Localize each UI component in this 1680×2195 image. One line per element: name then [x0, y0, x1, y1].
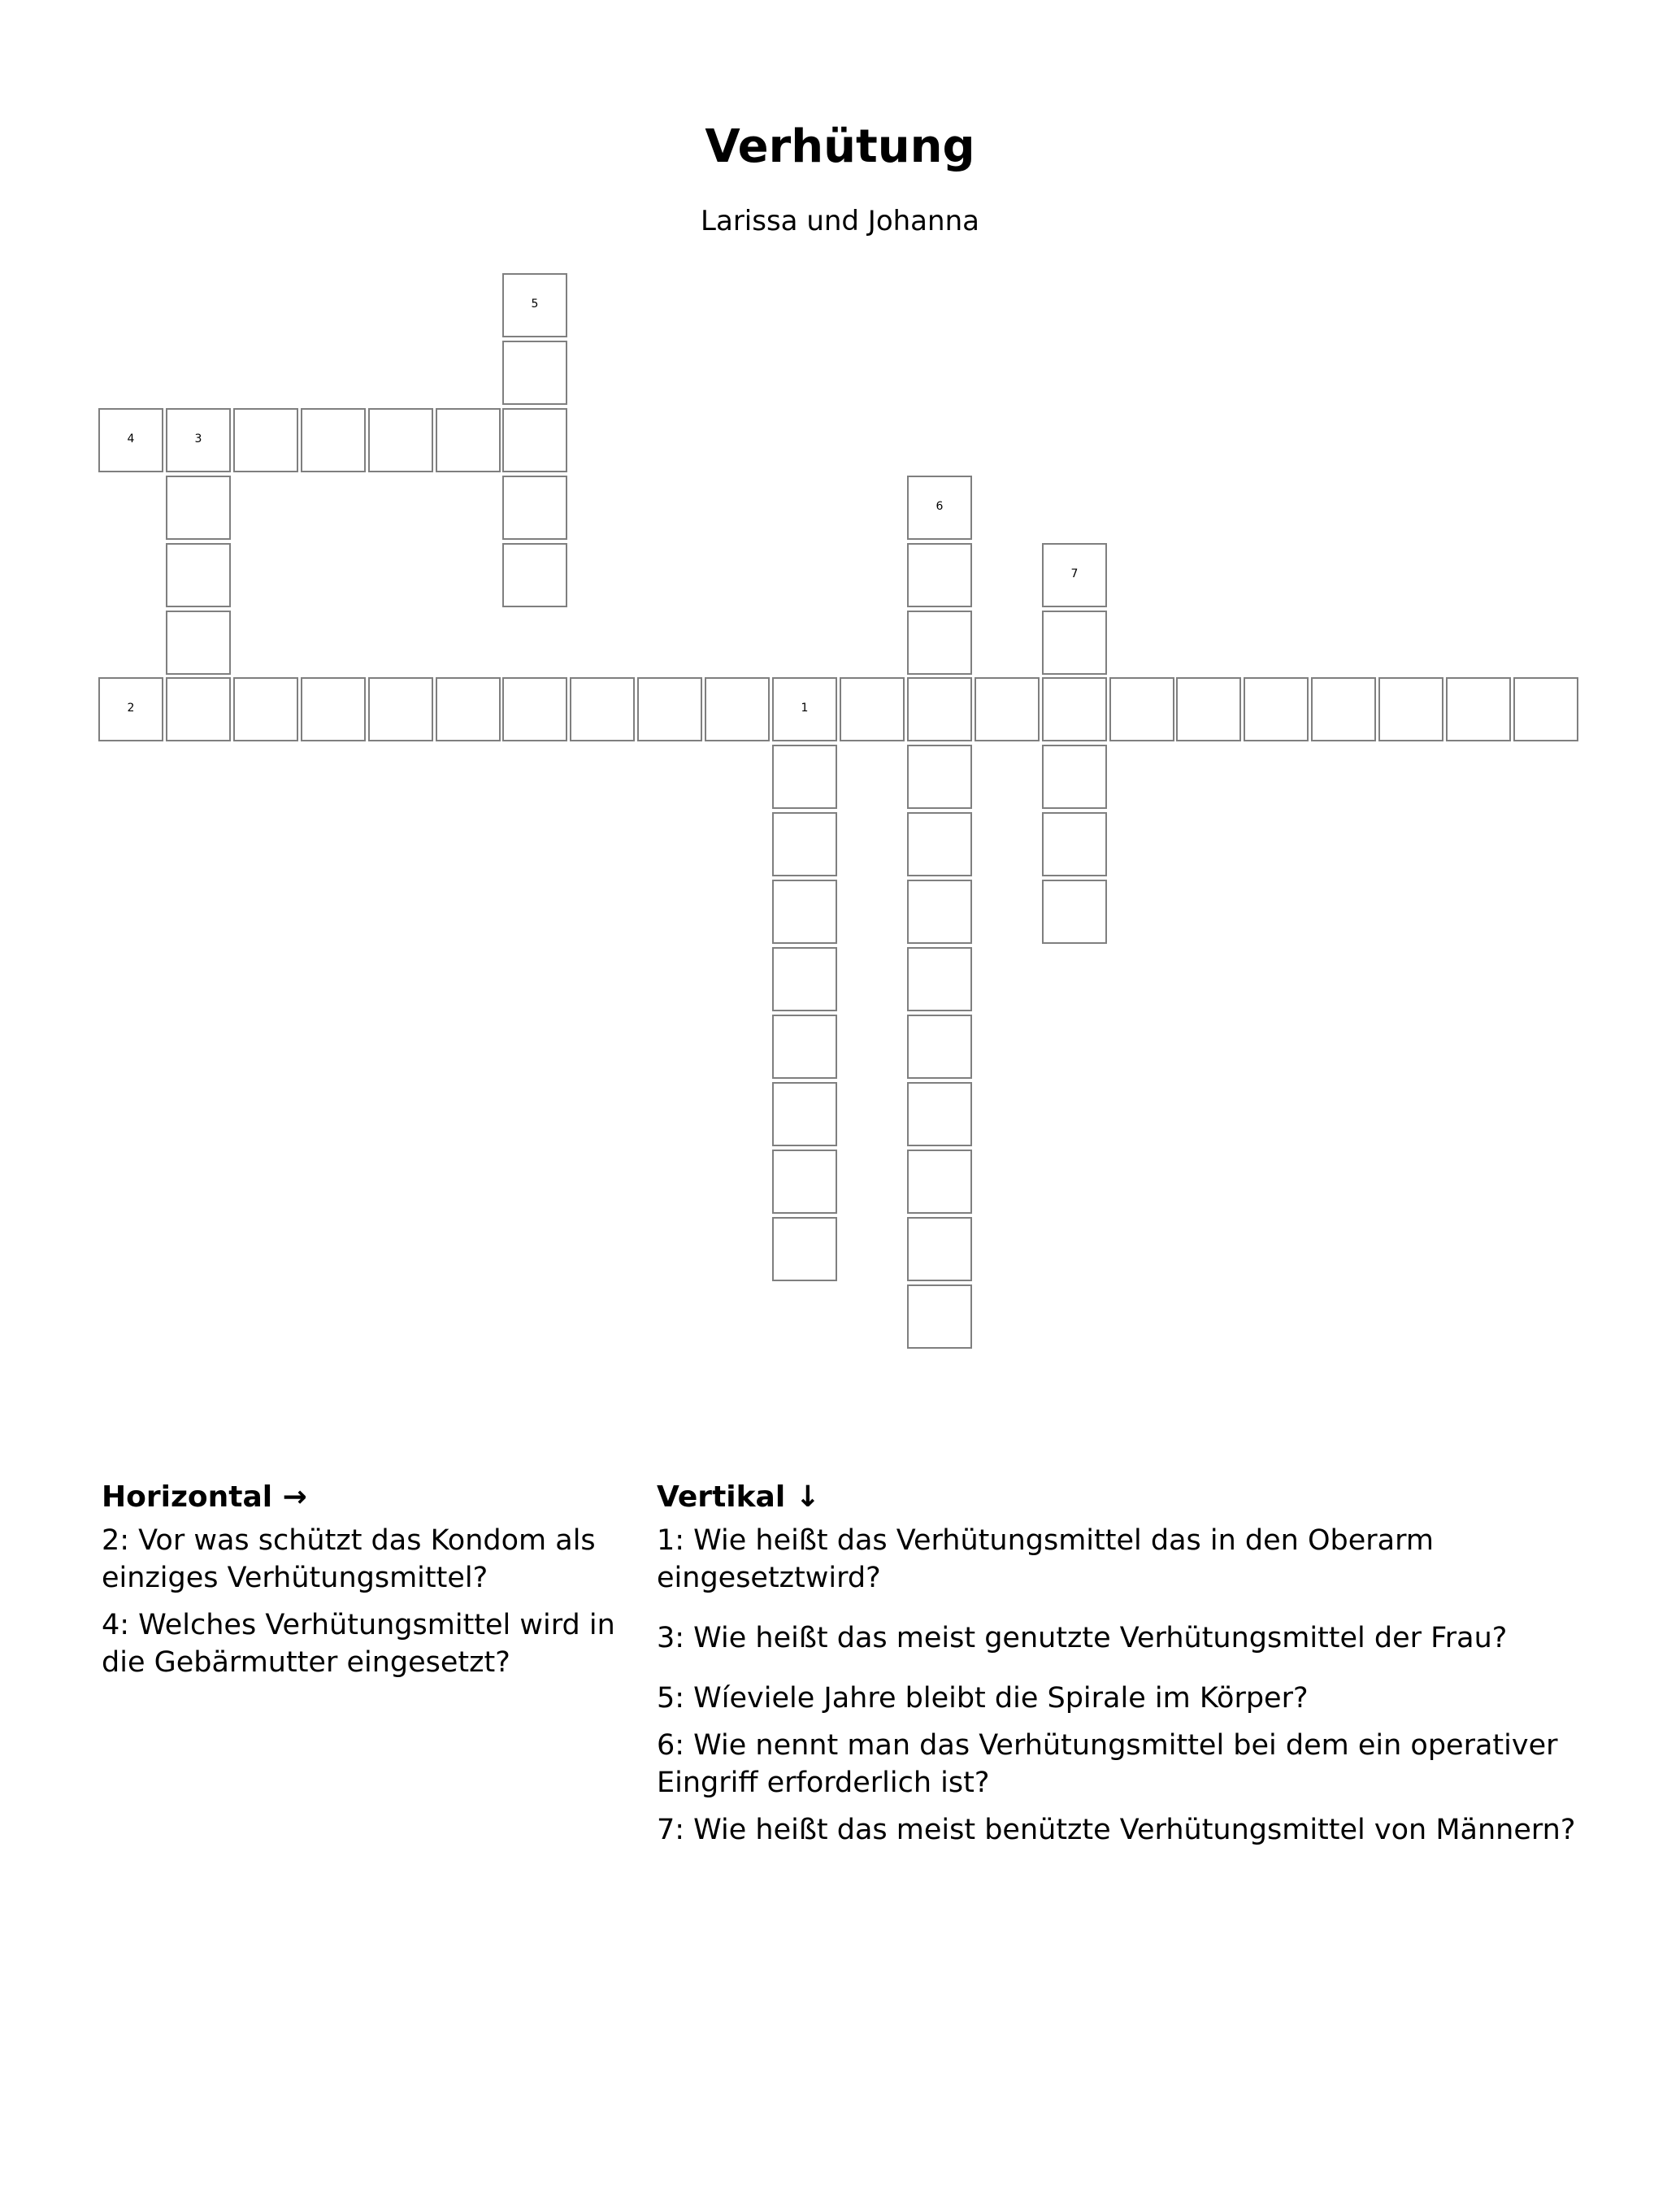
crossword-cell[interactable] — [907, 1217, 972, 1281]
crossword-cell[interactable] — [1513, 677, 1578, 741]
vertical-heading: Vertikal ↓ — [657, 1480, 820, 1514]
crossword-cell[interactable] — [1042, 677, 1107, 741]
page-title: Verhütung — [705, 120, 975, 173]
crossword-cell[interactable] — [1042, 812, 1107, 876]
crossword-cell[interactable] — [436, 408, 501, 472]
crossword-cell[interactable] — [840, 677, 905, 741]
crossword-cell[interactable] — [166, 543, 231, 607]
vertical-clues — [657, 1478, 1591, 1849]
crossword-cell[interactable] — [166, 677, 231, 741]
crossword-cell[interactable] — [98, 677, 163, 741]
horizontal-heading: Horizontal → — [102, 1480, 307, 1514]
crossword-cell[interactable] — [705, 677, 770, 741]
crossword-cell[interactable] — [98, 408, 163, 472]
clue-horizontal-4: 4: Welches Verhütungsmittel wird in die Gebärmutter eingesetzt? — [102, 1609, 615, 1679]
clue-vertical-7: 7: Wie heißt das meist benützte Verhütungsmittel von Männern? — [657, 1814, 1576, 1846]
clue-horizontal-2: 2: Vor was schützt das Kondom als einziges Verhütungsmittel? — [102, 1524, 596, 1594]
crossword-cell[interactable] — [1042, 611, 1107, 675]
crossword-cell[interactable] — [772, 1217, 837, 1281]
crossword-cell[interactable] — [907, 812, 972, 876]
crossword-cell[interactable] — [1042, 880, 1107, 944]
clue-vertical-3: 3: Wie heißt das meist genutzte Verhütungsmittel der Frau? — [657, 1622, 1508, 1654]
clue-number: 1 — [801, 702, 809, 715]
crossword-cell[interactable] — [1042, 745, 1107, 809]
crossword-cell[interactable] — [233, 408, 298, 472]
crossword-cell[interactable] — [1109, 677, 1174, 741]
crossword-cell[interactable] — [772, 745, 837, 809]
horizontal-clues — [102, 1478, 622, 1681]
crossword-cell[interactable] — [637, 677, 702, 741]
crossword-cell[interactable] — [502, 543, 567, 607]
crossword-cell[interactable] — [1042, 543, 1107, 607]
crossword-cell[interactable] — [907, 880, 972, 944]
crossword-cell[interactable] — [907, 677, 972, 741]
crossword-cell[interactable] — [166, 611, 231, 675]
crossword-cell[interactable] — [1378, 677, 1443, 741]
crossword-cell[interactable] — [233, 677, 298, 741]
clue-number: 6 — [936, 500, 944, 513]
crossword-cell[interactable] — [301, 677, 366, 741]
crossword-cell[interactable] — [907, 1015, 972, 1079]
crossword-cell[interactable] — [772, 947, 837, 1011]
crossword-cell[interactable] — [301, 408, 366, 472]
crossword-cell[interactable] — [166, 408, 231, 472]
clue-number: 4 — [127, 432, 135, 446]
crossword-cell[interactable] — [368, 677, 433, 741]
crossword-cell[interactable] — [1244, 677, 1309, 741]
clue-number: 7 — [1070, 567, 1079, 580]
clue-vertical-1: 1: Wie heißt das Verhütungsmittel das in den Oberarm eingesetztwird? — [657, 1524, 1434, 1594]
clue-number: 5 — [531, 298, 539, 311]
crossword-cell[interactable] — [907, 476, 972, 540]
crossword-cell[interactable] — [570, 677, 635, 741]
crossword-cell[interactable] — [772, 812, 837, 876]
crossword-cell[interactable] — [772, 1015, 837, 1079]
crossword-cell[interactable] — [772, 1150, 837, 1214]
crossword-cell[interactable] — [502, 341, 567, 405]
crossword-cell[interactable] — [1176, 677, 1241, 741]
crossword-cell[interactable] — [502, 677, 567, 741]
crossword-cell[interactable] — [502, 273, 567, 337]
crossword-cell[interactable] — [436, 677, 501, 741]
clue-vertical-6: 6: Wie nennt man das Verhütungsmittel bei dem ein operativer Eingriff erforderlich ist? — [657, 1729, 1558, 1799]
clue-number: 2 — [127, 702, 135, 715]
crossword-cell[interactable] — [907, 1284, 972, 1349]
clue-number: 3 — [194, 432, 202, 446]
crossword-cell[interactable] — [907, 745, 972, 809]
crossword-cell[interactable] — [772, 1082, 837, 1146]
crossword-cell[interactable] — [975, 677, 1040, 741]
crossword-cell[interactable] — [166, 476, 231, 540]
crossword-cell[interactable] — [907, 543, 972, 607]
crossword-cell[interactable] — [1446, 677, 1511, 741]
crossword-cell[interactable] — [772, 880, 837, 944]
crossword-cell[interactable] — [368, 408, 433, 472]
clue-vertical-5: 5: Wíeviele Jahre bleibt die Spirale im Körper? — [657, 1682, 1309, 1715]
crossword-cell[interactable] — [907, 1150, 972, 1214]
page-subtitle: Larissa und Johanna — [701, 205, 979, 237]
crossword-cell[interactable] — [907, 1082, 972, 1146]
crossword-cell[interactable] — [772, 677, 837, 741]
crossword-cell[interactable] — [907, 947, 972, 1011]
crossword-cell[interactable] — [907, 611, 972, 675]
crossword-cell[interactable] — [502, 408, 567, 472]
crossword-cell[interactable] — [1311, 677, 1376, 741]
crossword-cell[interactable] — [502, 476, 567, 540]
